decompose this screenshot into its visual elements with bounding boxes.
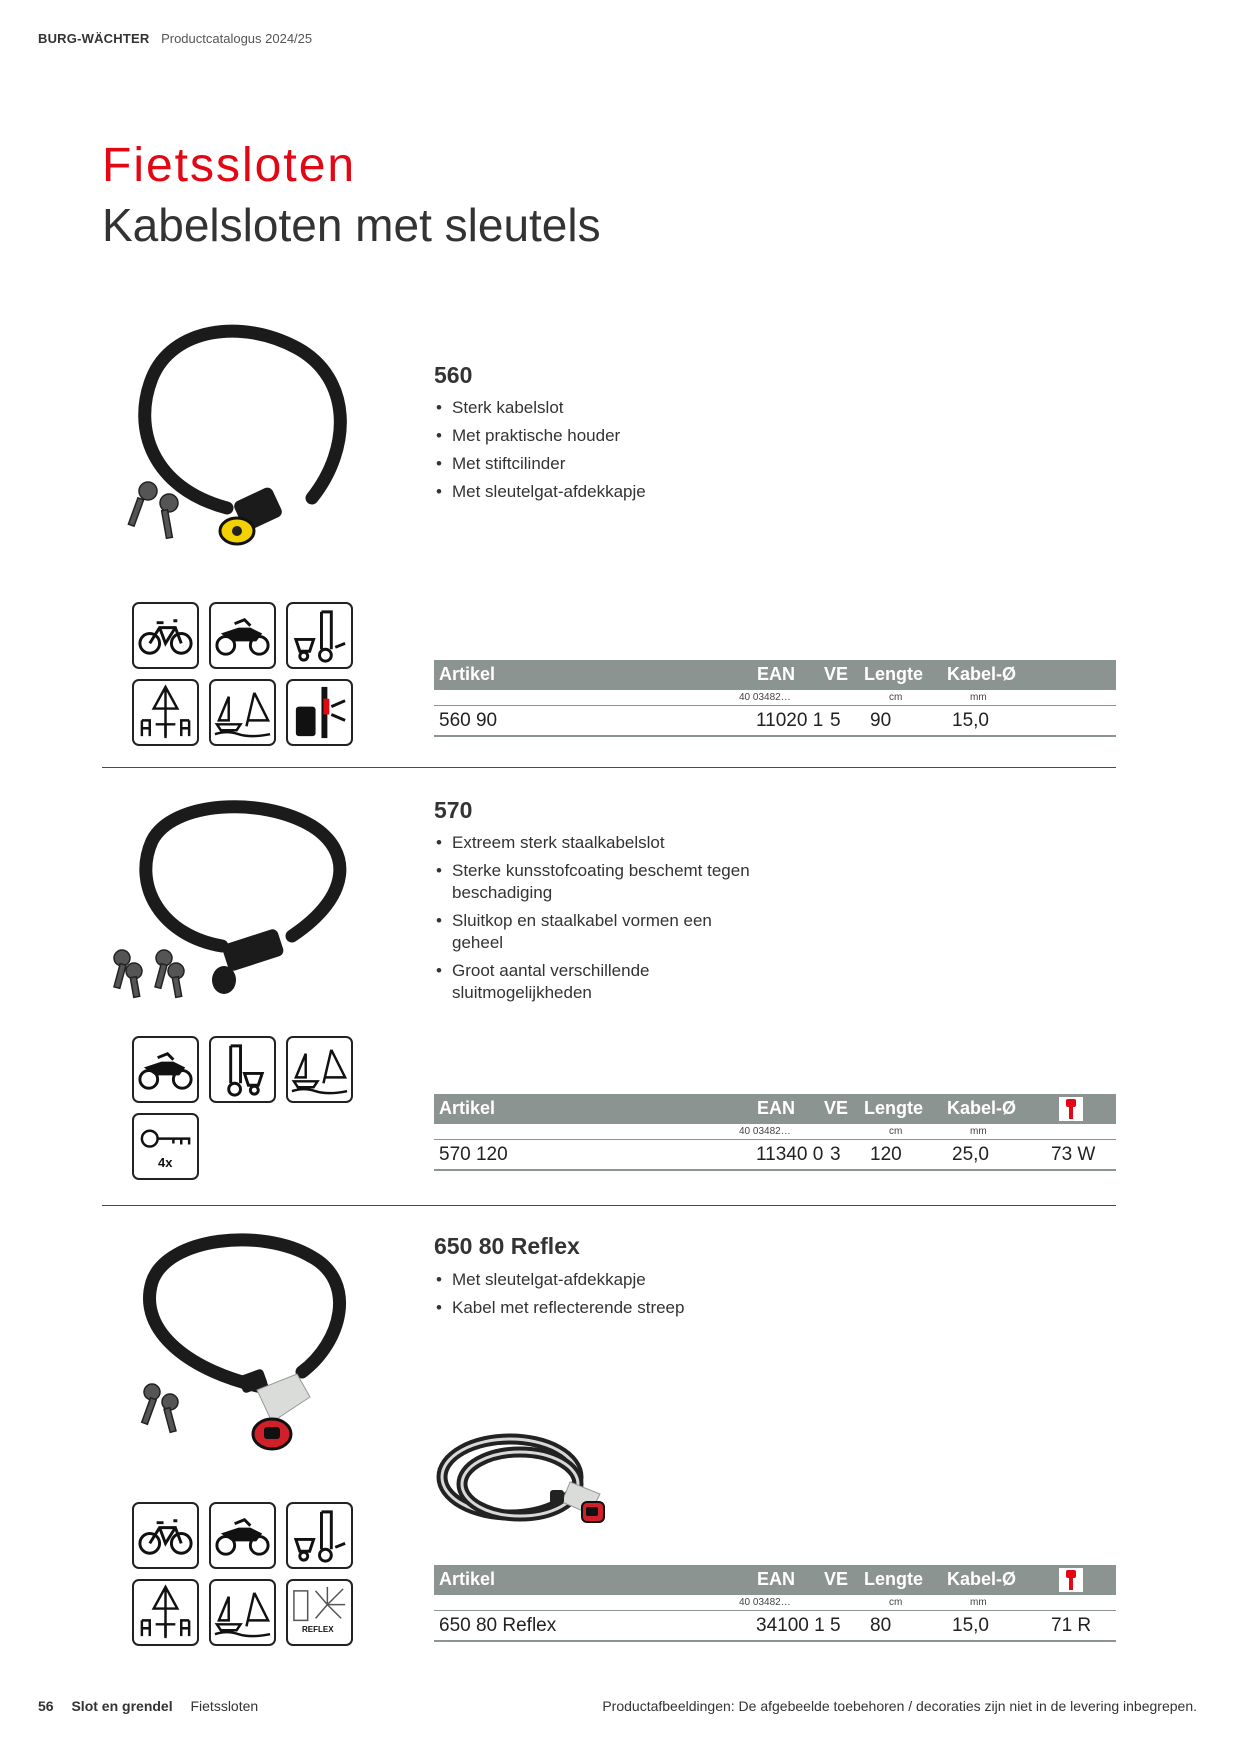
feature-item: • Sluitkop en staalkabel vormen een geheel (434, 910, 764, 954)
key-count-label: 4x (158, 1155, 173, 1170)
feature-item: • Met praktische houder (434, 425, 764, 447)
cell-key-number: 73 W (1051, 1144, 1096, 1165)
col-artikel: Artikel (439, 1098, 496, 1118)
motorcycle-icon (209, 1502, 276, 1569)
col-lengte: Lengte (864, 664, 924, 684)
col-kabel: Kabel-Ø (947, 1569, 1017, 1589)
col-kabel: Kabel-Ø (947, 664, 1017, 684)
page-header (38, 31, 312, 46)
motorcycle-icon (209, 602, 276, 669)
key-4x-icon (132, 1113, 199, 1180)
page-number: 56 (38, 1698, 54, 1714)
spec-table-header (434, 1565, 1116, 1595)
reflex-label: REFLEX (302, 1625, 334, 1634)
cell-artikel: 650 80 Reflex (439, 1615, 557, 1636)
bicycle-icon (132, 1502, 199, 1569)
section-divider (102, 1205, 1116, 1206)
page-subtitle: Kabelsloten met sleutels (102, 199, 601, 251)
model-number: 560 (434, 362, 473, 388)
motorcycle-icon (132, 1036, 199, 1103)
feature-item: • Extreem sterk staalkabelslot (434, 832, 764, 854)
table-row (434, 1140, 1116, 1171)
product-photo-570 (112, 786, 372, 1006)
garden-furniture-icon (132, 1579, 199, 1646)
col-artikel: Artikel (439, 664, 496, 684)
feature-list (434, 832, 764, 1010)
cell-kabel: 25,0 (952, 1144, 989, 1165)
col-ve: VE (824, 664, 849, 684)
key-number-icon (1059, 1097, 1083, 1121)
feature-item: • Met sleutelgat-afdekkapje (434, 1269, 764, 1291)
unit-ean: 40 03482… (739, 1597, 791, 1608)
hand-truck-icon (286, 602, 353, 669)
feature-item: • Met sleutelgat-afdekkapje (434, 481, 764, 503)
spec-table-header (434, 1094, 1116, 1124)
footer-section: Slot en grendel (71, 1698, 173, 1714)
page-title: Fietssloten (102, 139, 357, 192)
product-photo-650-coiled (430, 1422, 640, 1552)
cell-lengte: 90 (870, 710, 892, 731)
page-footer (38, 1698, 258, 1714)
spec-table-header (434, 660, 1116, 690)
spec-table-units (434, 1595, 1116, 1611)
brand-name: BURG-WÄCHTER (38, 31, 150, 46)
col-kabel: Kabel-Ø (947, 1098, 1017, 1118)
col-lengte: Lengte (864, 1569, 924, 1589)
unit-lengte: cm (889, 1126, 903, 1137)
spec-table-650 (434, 1565, 1116, 1642)
spec-table-units (434, 1124, 1116, 1140)
model-number: 650 80 Reflex (434, 1233, 580, 1259)
cell-ean: 11340 0 (756, 1144, 824, 1165)
feature-item: • Sterke kunsstofcoating beschemt tegen beschadiging (434, 860, 764, 904)
hand-truck-icon (209, 1036, 276, 1103)
table-row (434, 706, 1116, 737)
catalog-name: Productcatalogus 2024/25 (161, 31, 313, 46)
col-ean: EAN (757, 1098, 796, 1118)
cell-ve: 5 (830, 710, 841, 731)
unit-lengte: cm (889, 692, 903, 703)
hand-truck-icon (286, 1502, 353, 1569)
col-ve: VE (824, 1098, 849, 1118)
feature-item: • Kabel met reflecterende streep (434, 1297, 764, 1319)
boat-icon (209, 1579, 276, 1646)
unit-kabel: mm (970, 1126, 987, 1137)
bike-holder-icon (286, 679, 353, 746)
table-row (434, 1611, 1116, 1642)
feature-item: • Sterk kabelslot (434, 397, 764, 419)
spec-table-units (434, 690, 1116, 706)
spec-table-570 (434, 1094, 1116, 1171)
cell-lengte: 120 (870, 1144, 902, 1165)
col-lengte: Lengte (864, 1098, 924, 1118)
feature-item: • Groot aantal verschillende sluitmogelijkheden (434, 960, 764, 1004)
product-photo-560 (112, 308, 372, 558)
cell-ean: 11020 1 (756, 710, 824, 731)
garden-furniture-icon (132, 679, 199, 746)
unit-kabel: mm (970, 692, 987, 703)
col-artikel: Artikel (439, 1569, 496, 1589)
bicycle-icon (132, 602, 199, 669)
feature-list (434, 1269, 764, 1325)
feature-item: • Met stiftcilinder (434, 453, 764, 475)
unit-ean: 40 03482… (739, 692, 791, 703)
cell-ve: 5 (830, 1615, 841, 1636)
cell-kabel: 15,0 (952, 1615, 989, 1636)
cell-artikel: 570 120 (439, 1144, 508, 1165)
col-ean: EAN (757, 1569, 796, 1589)
footer-subsection: Fietssloten (190, 1698, 259, 1714)
cell-ean: 34100 1 (756, 1615, 825, 1636)
section-divider (102, 767, 1116, 768)
model-number: 570 (434, 797, 473, 823)
col-ean: EAN (757, 664, 796, 684)
cell-key-number: 71 R (1051, 1615, 1092, 1636)
product-photo-650 (112, 1222, 372, 1457)
col-ve: VE (824, 1569, 849, 1589)
key-number-icon (1059, 1568, 1083, 1592)
cell-kabel: 15,0 (952, 710, 989, 731)
cell-artikel: 560 90 (439, 710, 498, 731)
boat-icon (209, 679, 276, 746)
spec-table-560 (434, 660, 1116, 737)
feature-list (434, 397, 764, 509)
boat-icon (286, 1036, 353, 1103)
reflex-icon (286, 1579, 353, 1646)
cell-lengte: 80 (870, 1615, 892, 1636)
unit-lengte: cm (889, 1597, 903, 1608)
footer-disclaimer: Productafbeeldingen: De afgebeelde toebehoren / decoraties zijn niet in de levering inbegrepen. (602, 1698, 1197, 1714)
unit-ean: 40 03482… (739, 1126, 791, 1137)
unit-kabel: mm (970, 1597, 987, 1608)
cell-ve: 3 (830, 1144, 841, 1165)
